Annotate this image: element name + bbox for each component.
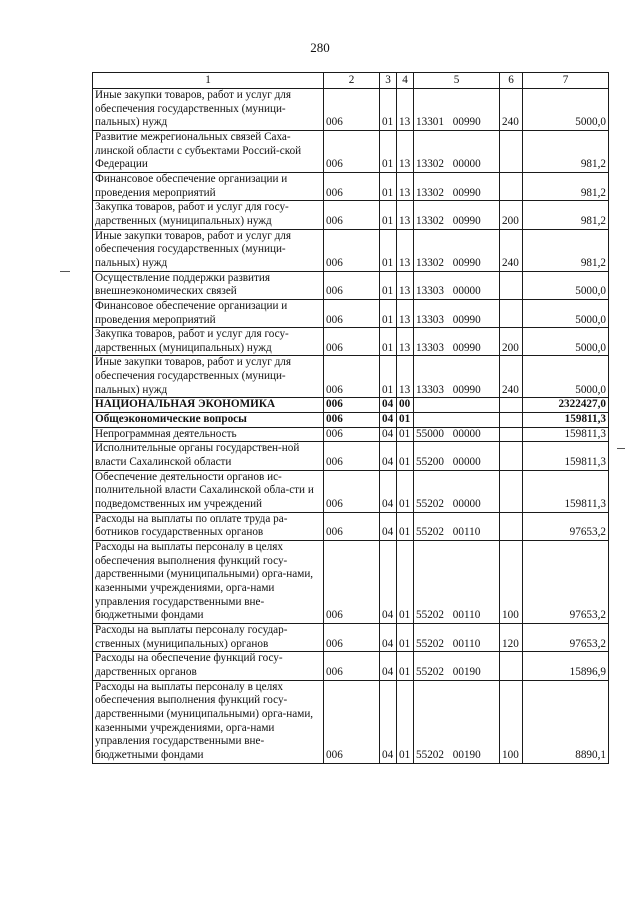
row-name: Обеспечение деятельности органов ис-полнительной власти Сахалинской обла-сти и подведомственных им учреждений — [93, 470, 324, 512]
target-code: 55202 00110 — [414, 541, 500, 624]
section-code: 04 — [380, 652, 397, 680]
table-row — [93, 328, 609, 356]
table-row — [93, 512, 609, 540]
subsection-code: 13 — [397, 299, 414, 327]
subsection-code: 01 — [397, 652, 414, 680]
header-col-2: 2 — [324, 73, 380, 89]
subsection-code: 13 — [397, 201, 414, 229]
subsection-code: 01 — [397, 470, 414, 512]
subsection-code: 13 — [397, 89, 414, 131]
row-name: Финансовое обеспечение организации и проведения мероприятий — [93, 172, 324, 200]
expense-type — [500, 271, 523, 299]
table-row — [93, 398, 609, 413]
section-code: 01 — [380, 271, 397, 299]
ministry-code: 006 — [324, 299, 380, 327]
amount: 5000,0 — [523, 271, 609, 299]
amount: 2322427,0 — [523, 398, 609, 413]
subsection-code: 01 — [397, 413, 414, 428]
ministry-code: 006 — [324, 413, 380, 428]
section-code: 01 — [380, 89, 397, 131]
table-row — [93, 229, 609, 271]
subsection-code: 13 — [397, 172, 414, 200]
expense-type: 240 — [500, 229, 523, 271]
header-row — [93, 73, 609, 89]
row-name: Исполнительные органы государствен-ной власти Сахалинской области — [93, 442, 324, 470]
row-name: Иные закупки товаров, работ и услуг для обеспечения государственных (муници-пальных) нужд — [93, 89, 324, 131]
table-row — [93, 271, 609, 299]
ministry-code: 006 — [324, 680, 380, 763]
header-col-3: 3 — [380, 73, 397, 89]
expense-type — [500, 398, 523, 413]
target-code: 13302 00000 — [414, 130, 500, 172]
ministry-code: 006 — [324, 541, 380, 624]
subsection-code: 13 — [397, 271, 414, 299]
subsection-code: 01 — [397, 512, 414, 540]
table-row — [93, 299, 609, 327]
table-row — [93, 172, 609, 200]
section-code: 04 — [380, 442, 397, 470]
amount: 981,2 — [523, 130, 609, 172]
table-row — [93, 541, 609, 624]
ministry-code: 006 — [324, 623, 380, 651]
row-name: Финансовое обеспечение организации и проведения мероприятий — [93, 299, 324, 327]
header-col-1: 1 — [93, 73, 324, 89]
amount: 5000,0 — [523, 356, 609, 398]
expense-type — [500, 652, 523, 680]
expense-type: 200 — [500, 201, 523, 229]
budget-table — [92, 72, 609, 764]
expense-type — [500, 470, 523, 512]
ministry-code: 006 — [324, 172, 380, 200]
target-code: 55202 00110 — [414, 623, 500, 651]
subsection-code: 00 — [397, 398, 414, 413]
table-row — [93, 442, 609, 470]
section-code: 04 — [380, 623, 397, 651]
subsection-code: 13 — [397, 130, 414, 172]
ministry-code: 006 — [324, 271, 380, 299]
header-col-7: 7 — [523, 73, 609, 89]
table-row — [93, 413, 609, 428]
target-code: 55200 00000 — [414, 442, 500, 470]
subsection-code: 13 — [397, 356, 414, 398]
expense-type — [500, 299, 523, 327]
amount: 5000,0 — [523, 89, 609, 131]
table-row — [93, 652, 609, 680]
expense-type: 240 — [500, 356, 523, 398]
target-code: 55202 00190 — [414, 680, 500, 763]
section-code: 01 — [380, 299, 397, 327]
amount: 15896,9 — [523, 652, 609, 680]
row-name: Общеэкономические вопросы — [93, 413, 324, 428]
row-name: НАЦИОНАЛЬНАЯ ЭКОНОМИКА — [93, 398, 324, 413]
target-code: 13303 00990 — [414, 299, 500, 327]
table-row — [93, 680, 609, 763]
amount: 159811,3 — [523, 470, 609, 512]
target-code — [414, 413, 500, 428]
ministry-code: 006 — [324, 398, 380, 413]
row-name: Расходы на выплаты персоналу в целях обеспечения выполнения функций госу-дарственными (муниципальными) орга-нами, казенными учреждениями, орга-нами управления государственными вне-бюджетными фондами — [93, 541, 324, 624]
subsection-code: 13 — [397, 229, 414, 271]
header-col-6: 6 — [500, 73, 523, 89]
row-name: Расходы на выплаты по оплате труда ра-ботников государственных органов — [93, 512, 324, 540]
row-name: Расходы на выплаты персоналу в целях обеспечения выполнения функций госу-дарственными (муниципальными) орга-нами, казенными учреждениями, орга-нами управления государственными вне-бюджетными фондами — [93, 680, 324, 763]
target-code: 55000 00000 — [414, 427, 500, 442]
target-code: 13303 00990 — [414, 356, 500, 398]
amount: 981,2 — [523, 201, 609, 229]
table-body — [93, 89, 609, 764]
section-code: 04 — [380, 398, 397, 413]
amount: 159811,3 — [523, 413, 609, 428]
section-code: 01 — [380, 201, 397, 229]
row-name: Непрограммная деятельность — [93, 427, 324, 442]
section-code: 04 — [380, 470, 397, 512]
ministry-code: 006 — [324, 512, 380, 540]
expense-type — [500, 427, 523, 442]
table-row — [93, 201, 609, 229]
page-number: 280 — [310, 40, 330, 55]
section-code: 01 — [380, 328, 397, 356]
ministry-code: 006 — [324, 427, 380, 442]
target-code: 13303 00990 — [414, 328, 500, 356]
expense-type — [500, 512, 523, 540]
expense-type — [500, 130, 523, 172]
row-name: Расходы на обеспечение функций госу-дарственных органов — [93, 652, 324, 680]
target-code: 55202 00190 — [414, 652, 500, 680]
section-code: 04 — [380, 512, 397, 540]
amount: 159811,3 — [523, 442, 609, 470]
table-row — [93, 130, 609, 172]
section-code: 01 — [380, 229, 397, 271]
row-name: Расходы на выплаты персоналу государ-ственных (муниципальных) органов — [93, 623, 324, 651]
expense-type: 240 — [500, 89, 523, 131]
ministry-code: 006 — [324, 229, 380, 271]
section-code: 04 — [380, 427, 397, 442]
amount: 8890,1 — [523, 680, 609, 763]
target-code: 13301 00990 — [414, 89, 500, 131]
amount: 5000,0 — [523, 328, 609, 356]
amount: 97653,2 — [523, 512, 609, 540]
expense-type — [500, 413, 523, 428]
amount: 981,2 — [523, 172, 609, 200]
ministry-code: 006 — [324, 470, 380, 512]
ministry-code: 006 — [324, 328, 380, 356]
target-code: 13302 00990 — [414, 172, 500, 200]
target-code — [414, 398, 500, 413]
expense-type: 100 — [500, 680, 523, 763]
table-row — [93, 623, 609, 651]
section-code: 04 — [380, 413, 397, 428]
subsection-code: 01 — [397, 541, 414, 624]
header-col-5: 5 — [414, 73, 500, 89]
table-row — [93, 470, 609, 512]
target-code: 55202 00000 — [414, 470, 500, 512]
target-code: 55202 00110 — [414, 512, 500, 540]
section-code: 01 — [380, 130, 397, 172]
row-name: Закупка товаров, работ и услуг для госу-дарственных (муниципальных) нужд — [93, 328, 324, 356]
subsection-code: 01 — [397, 623, 414, 651]
amount: 159811,3 — [523, 427, 609, 442]
amount: 97653,2 — [523, 541, 609, 624]
ministry-code: 006 — [324, 201, 380, 229]
table-row — [93, 89, 609, 131]
subsection-code: 01 — [397, 680, 414, 763]
amount: 5000,0 — [523, 299, 609, 327]
subsection-code: 13 — [397, 328, 414, 356]
row-name: Иные закупки товаров, работ и услуг для обеспечения государственных (муници-пальных) нужд — [93, 356, 324, 398]
target-code: 13303 00000 — [414, 271, 500, 299]
row-name: Развитие межрегиональных связей Саха-линской области с субъектами Россий-ской Федерации — [93, 130, 324, 172]
amount: 97653,2 — [523, 623, 609, 651]
row-name: Закупка товаров, работ и услуг для госу-дарственных (муниципальных) нужд — [93, 201, 324, 229]
section-code: 04 — [380, 541, 397, 624]
table-row — [93, 427, 609, 442]
target-code: 13302 00990 — [414, 229, 500, 271]
section-code: 01 — [380, 356, 397, 398]
ministry-code: 006 — [324, 89, 380, 131]
ministry-code: 006 — [324, 652, 380, 680]
expense-type — [500, 172, 523, 200]
expense-type: 120 — [500, 623, 523, 651]
section-code: 04 — [380, 680, 397, 763]
section-code: 01 — [380, 172, 397, 200]
target-code: 13302 00990 — [414, 201, 500, 229]
expense-type: 100 — [500, 541, 523, 624]
ministry-code: 006 — [324, 130, 380, 172]
ministry-code: 006 — [324, 356, 380, 398]
subsection-code: 01 — [397, 427, 414, 442]
row-name: Осуществление поддержки развития внешнеэкономических связей — [93, 271, 324, 299]
margin-mark — [617, 448, 625, 449]
amount: 981,2 — [523, 229, 609, 271]
subsection-code: 01 — [397, 442, 414, 470]
expense-type: 200 — [500, 328, 523, 356]
ministry-code: 006 — [324, 442, 380, 470]
table-row — [93, 356, 609, 398]
expense-type — [500, 442, 523, 470]
margin-mark — [60, 271, 70, 272]
row-name: Иные закупки товаров, работ и услуг для обеспечения государственных (муници-пальных) нужд — [93, 229, 324, 271]
header-col-4: 4 — [397, 73, 414, 89]
